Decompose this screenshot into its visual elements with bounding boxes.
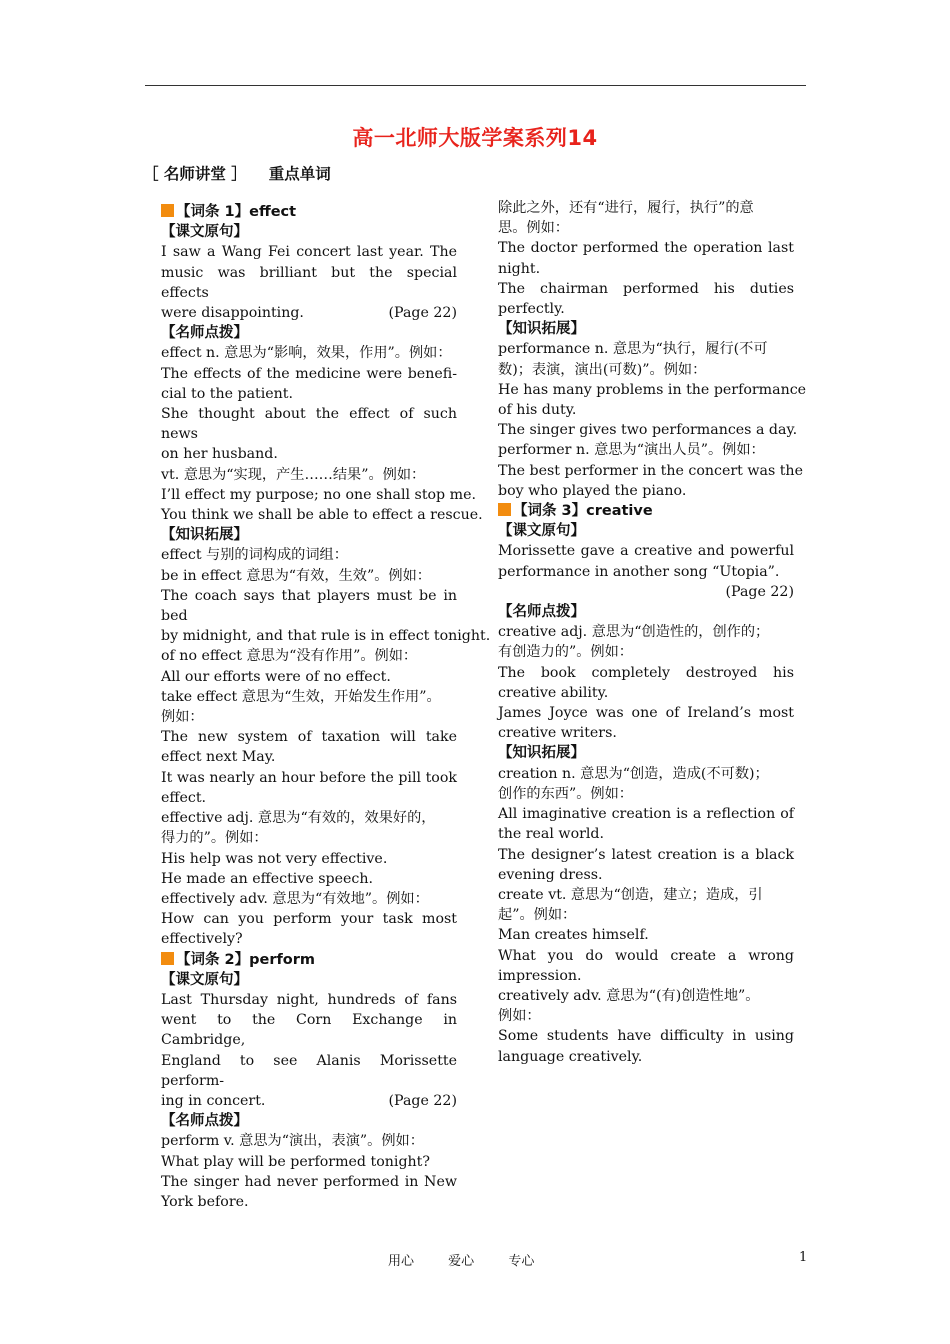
text-line: of no effect 意思为“没有作用”。例如： [161,648,418,665]
top-rule [145,85,806,86]
text-line: performance in another song “Utopia”. [498,563,780,580]
text-line: What play will be performed tonight? [161,1153,430,1170]
text-line [161,1091,457,1111]
text-line: perfectly. [498,301,565,318]
text-line: creatively adv. 意思为“(有)创造性地”。 [498,987,760,1004]
page-title: 高一北师大版学案系列14 [352,126,598,150]
footer-word: 专心 [508,1254,535,1269]
entry-label: 【词条 3】creative [513,503,653,520]
text-line: She thought about the effect of such news [161,406,457,443]
page-number: 1 [799,1250,808,1265]
text-line: How can you perform your task most [161,911,457,928]
text-line: cial to the patient. [161,385,294,402]
entry-label: 【词条 1】effect [176,204,297,220]
text-line: effect n. 意思为“影响，效果，作用”。例如： [161,345,452,362]
subsection-heading: 【知识拓展】 [498,321,585,338]
text-line: James Joyce was one of Ireland’s most [498,705,794,722]
text-line: 例如： [161,709,204,726]
subsection-heading: 【知识拓展】 [498,745,585,762]
text-line: effective adj. 意思为“有效的，效果好的， [161,810,436,827]
text-line: performance n. 意思为“执行，履行(不可 [498,341,768,358]
text-line: evening dress. [498,866,603,883]
text-line: The effects of the medicine were benefi- [161,365,457,382]
text-line: creative adj. 意思为“创造性的，创作的； [498,624,770,641]
text-line: The singer gives two performances a day. [498,422,798,439]
subsection-heading: 【名师点拨】 [498,604,585,621]
page-reference: (Page 22) [388,1092,457,1109]
text-line: The book completely destroyed his [498,664,794,681]
text-line: impression. [498,967,582,984]
subsection-heading: 【名师点拨】 [161,325,248,342]
text-line: create vt. 意思为“创造，建立；造成，引 [498,886,763,903]
text-line: I saw a Wang Fei concert last year. The [161,244,457,261]
entry-heading [161,950,457,970]
text-line: effect 与别的词构成的词组： [161,547,348,564]
section-label: ［ 名师讲堂 ］ [143,165,247,183]
text-line: vt. 意思为“实现，产生……结果”。例如： [161,466,426,483]
text-line: 得力的”。例如： [161,830,268,847]
subsection-heading: 【知识拓展】 [161,527,248,544]
text-line: 例如： [498,1008,541,1025]
text-segment: were disappointing. [161,305,304,322]
text-line: effect next May. [161,749,276,766]
text-line: perform v. 意思为“演出，表演”。例如： [161,1133,424,1150]
left-column [161,202,491,1212]
subsection-heading: 【课文原句】 [161,224,248,241]
text-line: effectively adv. 意思为“有效地”。例如： [161,890,429,907]
text-line: 数)；表演，演出(可数)”。例如： [498,361,707,378]
orange-square-icon [161,204,174,217]
text-line: You think we shall be able to effect a rescue. [161,507,483,524]
text-line: music was brilliant but the special effects [161,264,457,301]
subsection-heading: 【名师点拨】 [161,1113,248,1130]
text-line: I’ll effect my purpose; no one shall stop me. [161,486,477,503]
text-line: Some students have difficulty in using [498,1028,794,1045]
section-topic: 重点单词 [268,165,331,183]
text-line: All our efforts were of no effect. [161,668,391,685]
page-reference: (Page 22) [725,583,794,600]
text-line: on her husband. [161,446,278,463]
orange-square-icon [498,503,511,516]
text-line: effect. [161,789,207,806]
entry-heading [161,202,457,222]
text-line: 有创造力的”。例如： [498,644,633,661]
text-line: Morissette gave a creative and powerful [498,543,794,560]
page-reference: (Page 22) [388,305,457,322]
text-line: Man creates himself. [498,927,649,944]
text-line: take effect 意思为“生效，开始发生作用”。 [161,688,441,705]
text-line: The doctor performed the operation last [498,240,794,257]
text-line: of his duty. [498,402,577,419]
text-line [161,303,457,323]
text-segment: ing in concert. [161,1092,266,1109]
orange-square-icon [161,952,174,965]
text-line: He made an effective speech. [161,870,374,887]
text-line: 除此之外，还有“进行，履行，执行”的意 [498,200,754,216]
text-line: The chairman performed his duties [498,280,794,297]
text-line: The coach says that players must be in bed [161,587,457,625]
text-line: The designer’s latest creation is a black [498,846,794,863]
text-line: He has many problems in the performance [498,381,807,398]
right-column [498,198,807,1067]
text-line: His help was not very effective. [161,850,388,867]
text-line: The best performer in the concert was the [498,462,803,479]
text-line: be in effect 意思为“有效，生效”。例如： [161,567,431,584]
text-line: creative writers. [498,725,617,742]
text-line: boy who played the piano. [498,482,687,499]
text-line: language creatively. [498,1048,643,1065]
footer-word: 用心 [388,1254,415,1269]
subsection-heading: 【课文原句】 [161,971,248,988]
text-line: by midnight, and that rule is in effect tonight. [161,628,491,645]
footer-word: 爱心 [448,1254,475,1269]
text-line: The new system of taxation will take [161,729,457,746]
text-line: Last Thursday night, hundreds of fans [161,991,457,1008]
text-line: night. [498,260,541,277]
footer-motto [388,1250,564,1269]
entry-heading [498,501,794,521]
entry-label: 【词条 2】perform [176,951,316,968]
text-line: The singer had never performed in New [161,1173,457,1190]
text-line: creative ability. [498,684,609,701]
text-line: 起”。例如： [498,907,577,924]
text-line: York before. [161,1193,249,1210]
text-line: creation n. 意思为“创造，造成(不可数)； [498,765,769,782]
section-header [143,162,331,184]
text-line: effectively? [161,931,243,948]
text-line: performer n. 意思为“演出人员”。例如： [498,442,765,459]
text-line: England to see Alanis Morissette perform- [161,1052,457,1089]
text-line: All imaginative creation is a reflection of [498,806,794,823]
text-line: It was nearly an hour before the pill took [161,769,457,786]
text-line: the real world. [498,826,605,843]
subsection-heading: 【课文原句】 [498,523,585,540]
text-line: 创作的东西”。例如： [498,785,633,802]
text-line: went to the Corn Exchange in Cambridge, [161,1012,457,1049]
text-line: What you do would create a wrong [498,947,794,964]
text-line: 思。例如： [498,220,569,237]
